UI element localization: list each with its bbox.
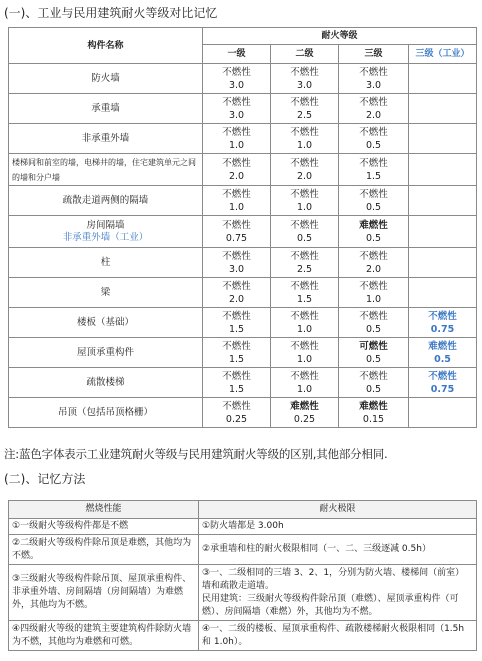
combustibility-value: 不燃性 [222,370,251,382]
memory-method-table [8,500,477,651]
method-right-3-main: ③一、二级相同的三墙 3、2、1，分别为防火墙、楼梯间（前室）墙和疏散走道墙。 [202,567,465,591]
combustibility-value: 不燃性 [359,310,388,322]
fire-limit-value: 2.5 [296,109,313,121]
rating-cell [339,278,409,308]
component-name-cell [9,248,203,278]
rating-cell [339,94,409,124]
component-name: 屋顶承重构件 [76,346,134,358]
combustibility-value: 不燃性 [359,370,388,382]
grade-1-header: 一级 [203,45,271,64]
combustibility-value: 不燃性 [222,126,251,138]
component-name: 吊顶（包括吊顶格栅） [57,406,153,418]
combustibility-value: 不燃性 [290,310,319,322]
fire-limit-value: 1.0 [296,323,313,335]
rating-cell [339,216,409,248]
grade-3-industrial-header: 三级（工业） [409,45,477,64]
rating-cell [271,368,339,398]
combustibility-value: 不燃性 [290,96,319,108]
component-name-cell [9,338,203,368]
rating-cell [271,154,339,186]
grade-3-header: 三级 [339,45,409,64]
section-title-comparison: (一)、工业与民用建筑耐火等级对比记忆 [4,6,218,20]
fire-limit-value: 0.5 [365,201,382,213]
rating-cell [271,308,339,338]
rating-cell [203,338,271,368]
fire-limit-value: 0.5 [296,232,313,244]
component-name: 疏散楼梯 [86,376,125,388]
rating-cell [203,94,271,124]
combustibility-value: 可燃性 [359,340,388,352]
combustibility-value: 不燃性 [290,188,319,200]
fire-limit-value: 1.0 [296,139,313,151]
combustibility-value: 难燃性 [428,340,457,352]
rating-cell [203,124,271,154]
rating-cell [271,248,339,278]
rating-cell [339,64,409,94]
rating-cell [271,94,339,124]
fire-limit-value: 3.0 [365,79,382,91]
method-left-4: ④四级耐火等级的建筑主要建筑构件除防火墙为不燃，其他均为难燃和可燃。 [9,621,199,651]
rating-cell [339,368,409,398]
combustibility-value: 不燃性 [222,188,251,200]
section-title-memory-method: (二)、记忆方法 [4,472,86,486]
combustibility-value: 不燃性 [222,250,251,262]
fire-limit-value: 1.5 [296,293,313,305]
method-right-2: ②承重墙和柱的耐火极限相同（一、二、三级逐减 0.5h） [199,535,477,565]
rating-cell [409,94,477,124]
combustibility-value: 不燃性 [359,96,388,108]
combustibility-value: 不燃性 [428,370,457,382]
rating-cell [409,64,477,94]
fire-limit-value: 1.5 [228,383,245,395]
rating-cell [271,186,339,216]
fire-limit-value: 0.5 [434,353,451,365]
method-left-3: ③三级耐火等级构件除吊顶、屋顶承重构件、非承重外墙、房间隔墙（房间隔墙）为难燃外，其他均为不燃。 [9,565,199,621]
component-name-cell [9,368,203,398]
combustibility-value: 不燃性 [290,66,319,78]
combustibility-value: 不燃性 [222,340,251,352]
fire-limit-value: 1.0 [365,293,382,305]
combustibility-value: 不燃性 [290,250,319,262]
combustibility-value: 不燃性 [359,280,388,292]
fire-rating-comparison-table [8,27,477,428]
fire-limit-value: 2.0 [365,109,382,121]
component-name-cell [9,398,203,428]
rating-cell [271,278,339,308]
rating-cell [271,124,339,154]
fire-limit-value: 1.0 [228,201,245,213]
combustibility-value: 不燃性 [222,280,251,292]
rating-cell [271,338,339,368]
rating-cell [409,216,477,248]
fire-limit-value: 2.0 [228,293,245,305]
method-right-3-civil: 民用建筑：三级耐火等级构件除吊顶（难燃）、屋顶承重构件（可燃）、房间隔墙（难燃）外，其他均为不燃。 [202,593,459,617]
fire-limit-value: 0.5 [365,139,382,151]
rating-cell [409,398,477,428]
fire-limit-value: 3.0 [228,263,245,275]
combustibility-value: 难燃性 [359,219,388,231]
combustibility-value: 不燃性 [290,219,319,231]
rating-cell [203,278,271,308]
combustibility-value: 不燃性 [222,219,251,231]
component-name: 楼梯间和前室的墙，电梯井的墙，住宅建筑单元之间的墙和分户墙 [12,157,196,182]
rating-cell [271,64,339,94]
component-name-cell [9,94,203,124]
header-component-name: 构件名称 [9,28,203,64]
rating-cell [409,124,477,154]
rating-cell [409,368,477,398]
rating-cell [339,398,409,428]
fire-limit-value: 1.5 [228,353,245,365]
rating-cell [203,308,271,338]
fire-limit-value: 0.5 [365,323,382,335]
header-combustion: 燃烧性能 [9,501,199,519]
fire-limit-value: 3.0 [228,79,245,91]
fire-limit-value: 2.0 [228,170,245,182]
rating-cell [271,216,339,248]
component-name-cell [9,154,203,186]
rating-cell [409,278,477,308]
combustibility-value: 不燃性 [290,340,319,352]
rating-cell [203,368,271,398]
fire-limit-value: 0.25 [225,413,248,425]
rating-cell [409,154,477,186]
combustibility-value: 不燃性 [222,157,251,169]
combustibility-value: 不燃性 [290,280,319,292]
rating-cell [339,124,409,154]
component-name: 疏散走道两侧的隔墙 [62,194,149,206]
combustibility-value: 不燃性 [359,188,388,200]
combustibility-value: 不燃性 [290,370,319,382]
fire-limit-value: 3.0 [228,109,245,121]
component-name: 防火墙 [91,72,120,84]
rating-cell [203,186,271,216]
fire-limit-value: 3.0 [296,79,313,91]
fire-limit-value: 1.0 [296,383,313,395]
fire-limit-value: 0.75 [430,323,455,335]
component-name: 柱 [100,256,111,268]
combustibility-value: 不燃性 [222,400,251,412]
rating-cell [339,186,409,216]
fire-limit-value: 0.15 [362,413,385,425]
combustibility-value: 不燃性 [222,310,251,322]
fire-limit-value: 2.5 [296,263,313,275]
note-blue-font: 注:蓝色字体表示工业建筑耐火等级与民用建筑耐火等级的区别,其他部分相同. [4,447,388,461]
header-fire-rating: 耐火等级 [203,28,477,45]
component-name: 楼板（基础） [76,316,134,328]
fire-limit-value: 1.0 [296,353,313,365]
method-left-1: ①一级耐火等级构件都是不燃 [9,519,199,535]
rating-cell [339,338,409,368]
rating-cell [339,308,409,338]
fire-limit-value: 1.0 [228,139,245,151]
rating-cell [271,398,339,428]
grade-2-header: 二级 [271,45,339,64]
component-name: 非承重外墙 [81,132,130,144]
combustibility-value: 难燃性 [290,400,319,412]
fire-limit-value: 2.0 [365,263,382,275]
rating-cell [203,64,271,94]
fire-limit-value: 1.5 [365,170,382,182]
fire-limit-value: 0.5 [365,353,382,365]
rating-cell [203,216,271,248]
fire-limit-value: 0.75 [225,232,248,244]
combustibility-value: 不燃性 [222,66,251,78]
combustibility-value: 难燃性 [359,400,388,412]
component-name-cell [9,124,203,154]
fire-limit-value: 2.0 [296,170,313,182]
rating-cell [203,154,271,186]
rating-cell [339,248,409,278]
component-name-cell [9,64,203,94]
header-fire-limit: 耐火极限 [199,501,477,519]
component-name: 房间隔墙 [86,219,125,231]
combustibility-value: 不燃性 [222,96,251,108]
combustibility-value: 不燃性 [290,157,319,169]
combustibility-value: 不燃性 [359,126,388,138]
component-name: 梁 [100,286,111,298]
rating-cell [409,186,477,216]
component-name-cell [9,186,203,216]
rating-cell [409,338,477,368]
component-name-industrial: 非承重外墙（工业） [62,231,149,243]
combustibility-value: 不燃性 [359,157,388,169]
rating-cell [339,154,409,186]
component-name-cell [9,278,203,308]
fire-limit-value: 0.5 [365,232,382,244]
rating-cell [409,308,477,338]
combustibility-value: 不燃性 [359,66,388,78]
fire-limit-value: 0.5 [365,383,382,395]
combustibility-value: 不燃性 [290,126,319,138]
fire-limit-value: 0.75 [430,383,455,395]
rating-cell [203,248,271,278]
method-right-3 [199,565,477,621]
method-right-4: ④一、二级的楼板、屋顶承重构件、疏散楼梯耐火极限相同（1.5h 和 1.0h）。 [199,621,477,651]
rating-cell [409,248,477,278]
component-name: 承重墙 [91,102,120,114]
combustibility-value: 不燃性 [359,250,388,262]
component-name-cell [9,216,203,248]
method-left-2: ②二级耐火等级构件除吊顶是难燃，其他均为不燃。 [9,535,199,565]
fire-limit-value: 1.5 [228,323,245,335]
method-right-1: ①防火墙都是 3.00h [199,519,477,535]
fire-limit-value: 1.0 [296,201,313,213]
combustibility-value: 不燃性 [428,310,457,322]
component-name-cell [9,308,203,338]
fire-limit-value: 0.25 [293,413,316,425]
rating-cell [203,398,271,428]
